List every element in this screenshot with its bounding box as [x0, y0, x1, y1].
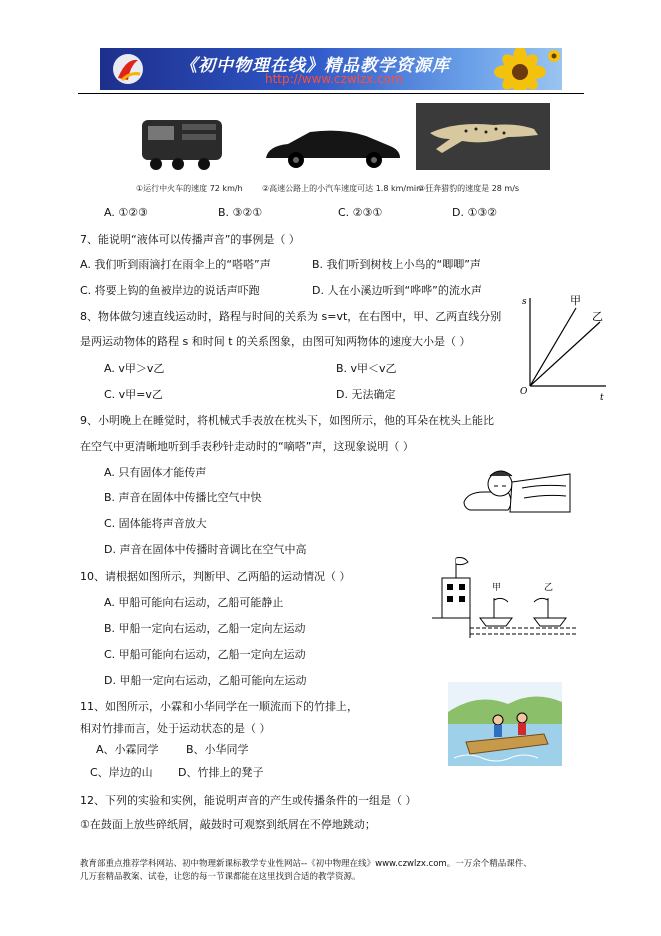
s-t-graph	[512, 290, 612, 402]
question-12-stem: 12、下列的实验和实例，能说明声音的产生或传播条件的一组是（ ）	[80, 794, 417, 807]
q6-option-d[interactable]: D. ①③②	[452, 206, 498, 219]
question-11-line1: 11、如图所示，小霖和小华同学在一顺流而下的竹排上，	[80, 700, 358, 713]
question-11-line2: 相对竹排而言，处于运动状态的是（ ）	[80, 722, 271, 735]
sleeping-boy-icon	[462, 458, 572, 514]
site-logo	[108, 52, 148, 86]
picture-caption: ②高速公路上的小汽车速度可达 1.8 km/min	[262, 184, 422, 193]
q7-option-b[interactable]: B. 我们听到树枝上小鸟的“唧唧”声	[312, 258, 481, 271]
q10-option-c[interactable]: C. 甲船可能向右运动，乙船一定向左运动	[104, 648, 306, 661]
graph-s-label: s	[522, 297, 527, 307]
car-icon	[262, 126, 404, 170]
picture-caption: ③狂奔猎豹的速度是 28 m/s	[418, 184, 520, 193]
q7-option-c[interactable]: C. 将要上钩的鱼被岸边的说话声吓跑	[80, 284, 260, 297]
q8-option-a[interactable]: A. v甲＞v乙	[104, 362, 165, 375]
banner-title: 《初中物理在线》精品教学资源库	[180, 56, 450, 76]
question-9-line2: 在空气中更清晰地听到手表秒针走动时的“嘀嗒”声，这现象说明（ ）	[80, 440, 414, 453]
header-banner	[100, 48, 562, 90]
cheetah-icon	[416, 103, 550, 170]
q9-option-d[interactable]: D. 声音在固体中传播时音调比在空气中高	[104, 543, 307, 556]
sunflower-icon	[480, 48, 562, 90]
question-12-item-1: ①在鼓面上放些碎纸屑，敲鼓时可观察到纸屑在不停地跳动；	[80, 818, 376, 831]
graph-line-a-label: 甲	[570, 294, 581, 307]
q6-option-c[interactable]: C. ②③①	[338, 206, 383, 219]
footer-line-1: 教育部重点推荐学科网站、初中物理新课标教学专业性网站--《初中物理在线》www.czwlzx.com。一万余个精品课件、	[80, 859, 532, 869]
q10-option-b[interactable]: B. 甲船一定向右运动，乙船一定向左运动	[104, 622, 306, 635]
graph-line-b-label: 乙	[592, 310, 603, 323]
question-8-line2: 是两运动物体的路程 s 和时间 t 的关系图象，由图可知两物体的速度大小是（ ）	[80, 335, 471, 348]
question-7-stem: 7、能说明“液体可以传播声音”的事例是（ ）	[80, 233, 300, 246]
picture-caption: ①运行中火车的速度 72 km/h	[136, 184, 243, 193]
q7-option-d[interactable]: D. 人在小溪边听到“哗哗”的流水声	[312, 284, 482, 297]
banner-url[interactable]: http://www.czwlzx.com	[265, 72, 403, 86]
q6-option-b[interactable]: B. ③②①	[218, 206, 263, 219]
boat-b-label: 乙	[544, 583, 554, 593]
q7-option-a[interactable]: A. 我们听到雨滴打在雨伞上的“嗒嗒”声	[80, 258, 271, 271]
q6-option-a[interactable]: A. ①②③	[104, 206, 148, 219]
q9-option-c[interactable]: C. 固体能将声音放大	[104, 517, 207, 530]
q8-option-b[interactable]: B. v甲＜v乙	[336, 362, 397, 375]
q10-option-d[interactable]: D. 甲船一定向右运动，乙船可能向左运动	[104, 674, 307, 687]
q8-option-c[interactable]: C. v甲=v乙	[104, 388, 163, 401]
q8-option-d[interactable]: D. 无法确定	[336, 388, 396, 401]
graph-origin-label: O	[520, 387, 528, 397]
q11-option-a[interactable]: A、小霖同学	[96, 743, 159, 756]
question-9-line1: 9、小明晚上在睡觉时，将机械式手表放在枕头下，如图所示，他的耳朵在枕头上能比	[80, 414, 494, 427]
q9-option-a[interactable]: A. 只有固体才能传声	[104, 466, 207, 479]
question-10-stem: 10、请根据如图所示，判断甲、乙两船的运动情况（ ）	[80, 570, 351, 583]
boats-figure	[432, 554, 578, 640]
header-rule	[78, 93, 584, 94]
footer-line-2: 几万套精品教案、试卷，让您的每一节课都能在这里找到合适的教学资源。	[80, 872, 361, 882]
q10-option-a[interactable]: A. 甲船可能向右运动，乙船可能静止	[104, 596, 284, 609]
train-icon	[138, 106, 230, 172]
bamboo-raft-icon	[448, 682, 562, 766]
q11-option-c[interactable]: C、岸边的山	[90, 766, 153, 779]
boat-a-label: 甲	[492, 583, 502, 593]
q11-option-b[interactable]: B、小华同学	[186, 743, 249, 756]
question-8-line1: 8、物体做匀速直线运动时，路程与时间的关系为 s=vt，在右图中，甲、乙两直线分别	[80, 310, 502, 323]
q11-option-d[interactable]: D、竹排上的凳子	[178, 766, 264, 779]
graph-t-label: t	[600, 393, 604, 402]
q9-option-b[interactable]: B. 声音在固体中传播比空气中快	[104, 491, 262, 504]
